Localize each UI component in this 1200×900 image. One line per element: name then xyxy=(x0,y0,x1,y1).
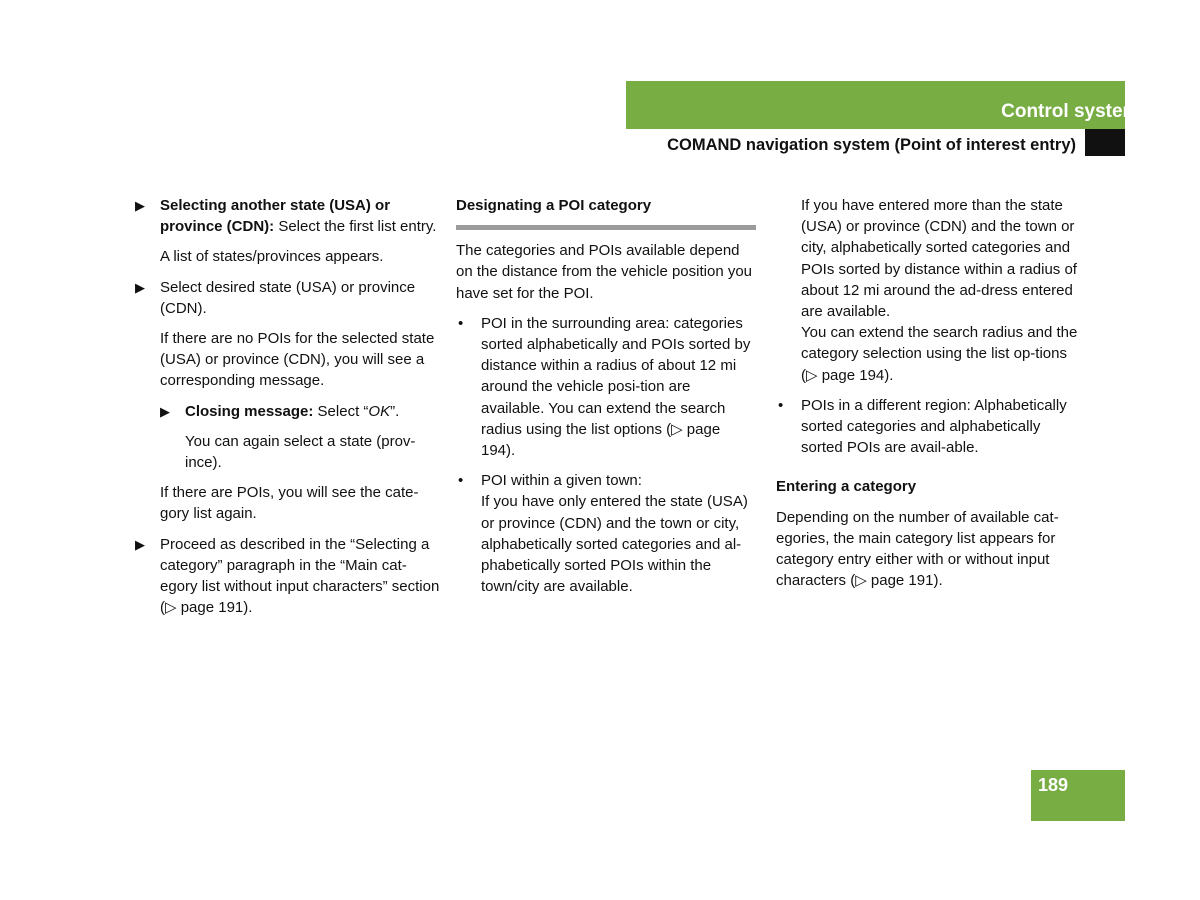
column-1 xyxy=(135,195,440,627)
section-title: Control systems xyxy=(1001,101,1150,122)
bullet-icon: • xyxy=(458,314,464,332)
step-closing-message xyxy=(135,401,440,422)
step-text: Select desired state (USA) or province (CDN). xyxy=(160,278,416,317)
bullet-continuation: You can extend the search radius and the category selection using the list op-tions (▷ page 194). xyxy=(801,324,1078,384)
step-text: Proceed as described in the “Selecting a category” paragraph in the “Main cat-egory list without input characters” section (▷ page 191). xyxy=(160,535,440,617)
bullet-item xyxy=(456,313,756,461)
bullet-title: POI within a given town: xyxy=(481,472,642,490)
paragraph: A list of states/provinces appears. xyxy=(160,248,384,266)
bullet-icon: • xyxy=(458,472,464,490)
step-proceed xyxy=(135,534,440,619)
step-text-pre: Select “ xyxy=(313,402,369,420)
step-select-state xyxy=(135,195,440,237)
step-text: Select the first list entry. xyxy=(274,218,437,236)
bullet-text: POI in the surrounding area: categories sorted alphabetically and POIs sorted by distance within a radius of about 12 mi around the vehicle posi-tion are available. You can extend the search radius using the list options (▷ page 194). xyxy=(481,314,751,460)
step-arrow-icon: ▶ xyxy=(160,403,170,419)
bullet-text: If you have only entered the state (USA) or province (CDN) and the town or city, alphabetically sorted categories and al-phabetically sorted POIs within the town/city are available. xyxy=(481,493,748,596)
page-number: 189 xyxy=(1038,775,1069,795)
paragraph: Depending on the number of available cat-egories, the main category list appears for category entry either with or without input characters (▷ page 191). xyxy=(776,508,1059,590)
column-2 xyxy=(456,195,756,606)
step-text-post: ”. xyxy=(390,402,400,420)
step-arrow-icon: ▶ xyxy=(135,198,145,213)
heading-rule xyxy=(456,225,756,230)
heading-designating-poi-category: Designating a POI category xyxy=(456,197,652,214)
step-arrow-icon: ▶ xyxy=(135,536,145,552)
step-text-ok: OK xyxy=(368,402,391,420)
paragraph: If there are no POIs for the selected state (USA) or province (CDN), you will see a corresponding message. xyxy=(160,330,435,390)
paragraph: You can again select a state (prov-ince). xyxy=(185,432,416,472)
header-black-marker xyxy=(1085,129,1125,156)
bullet-item xyxy=(776,395,1081,459)
section-subtitle: COMAND navigation system (Point of interest entry) xyxy=(667,136,1076,154)
column-3 xyxy=(776,195,1081,600)
step-label: Closing message: xyxy=(185,402,314,420)
bullet-text: POIs in a different region: Alphabetically sorted categories and alphabetically sorted POIs are avail-able. xyxy=(801,396,1067,457)
step-select-desired-state xyxy=(135,277,440,319)
bullet-continuation: If you have entered more than the state (USA) or province (CDN) and the town or city, alphabetically sorted categories and POIs sorted by distance within a radius of about 12 mi around the ad-dress entered are available. xyxy=(801,197,1077,321)
bullet-item xyxy=(456,470,756,597)
paragraph: The categories and POIs available depend on the distance from the vehicle position you have set for the POI. xyxy=(456,242,753,302)
heading-entering-category: Entering a category xyxy=(776,478,917,496)
paragraph: If there are POIs, you will see the cate-gory list again. xyxy=(160,484,419,523)
step-label: Selecting another state (USA) or province (CDN): xyxy=(160,197,391,236)
step-arrow-icon: ▶ xyxy=(135,279,145,295)
bullet-icon: • xyxy=(778,396,784,414)
